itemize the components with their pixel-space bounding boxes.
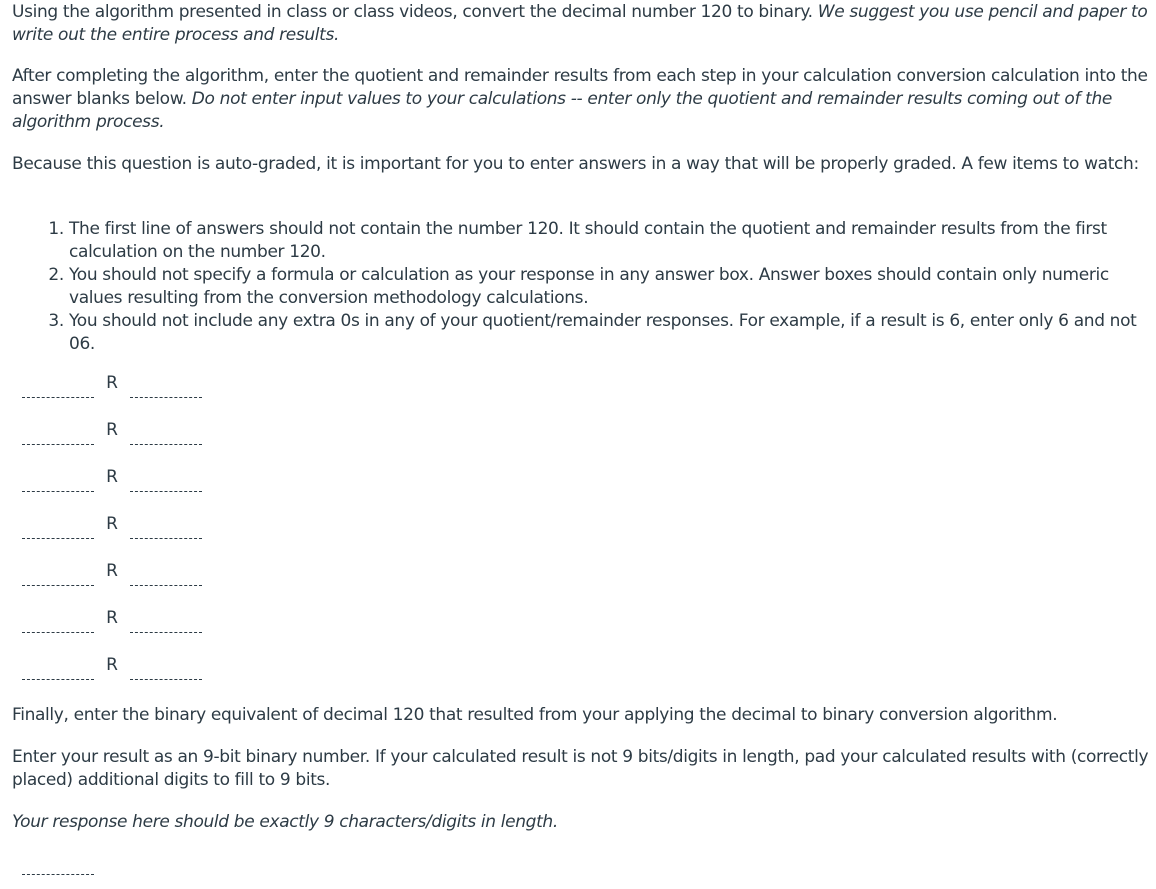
- grading-rules-list: [0, 218, 1149, 356]
- answer-row-2: [22, 420, 202, 448]
- answer-row-4: [22, 514, 202, 542]
- remainder-blank-4[interactable]: [130, 538, 202, 539]
- remainder-label-3: R: [106, 467, 118, 487]
- answer-row-5: [22, 561, 202, 589]
- instruction-emphasis-2: Do not enter input values to your calculations -- enter only the quotient and remainder results coming out of the algorithm process.: [12, 89, 1113, 132]
- final-emphasis: Your response here should be exactly 9 characters/digits in length.: [12, 812, 558, 832]
- answer-row-1: [22, 373, 202, 401]
- instruction-paragraph-3: Because this question is auto-graded, it is important for you to enter answers in a way that will be properly graded. A few items to watch:: [12, 154, 1139, 174]
- remainder-blank-6[interactable]: [130, 632, 202, 633]
- quotient-blank-2[interactable]: [22, 444, 94, 445]
- grading-rule-3: 3. You should not include any extra 0s in any of your quotient/remainder responses. For example, if a result is 6, enter only 6 and not 06.: [69, 310, 1149, 356]
- final-instruction-2: Enter your result as an 9-bit binary number. If your calculated result is not 9 bits/digits in length, pad your calculated results with (correctly placed) additional digits to fill to 9 bits.: [12, 747, 1149, 790]
- remainder-label-1: R: [106, 373, 118, 393]
- instruction-paragraph-2: [0, 65, 1156, 134]
- instruction-text-2: After completing the algorithm, enter the quotient and remainder results from each step in your calculation conversion calculation into the answer blanks below.: [12, 66, 1148, 109]
- remainder-blank-5[interactable]: [130, 585, 202, 586]
- remainder-label-2: R: [106, 420, 118, 440]
- remainder-label-5: R: [106, 561, 118, 581]
- quotient-blank-4[interactable]: [22, 538, 94, 539]
- remainder-blank-1[interactable]: [130, 397, 202, 398]
- remainder-label-6: R: [106, 608, 118, 628]
- grading-rule-1: 1. The first line of answers should not contain the number 120. It should contain the quotient and remainder results from the first calculation on the number 120.: [69, 218, 1149, 264]
- quotient-blank-1[interactable]: [22, 397, 94, 398]
- remainder-label-4: R: [106, 514, 118, 534]
- answer-row-3: [22, 467, 202, 495]
- binary-answer-row: [22, 855, 94, 878]
- answer-row-6: [22, 608, 202, 636]
- quotient-blank-3[interactable]: [22, 491, 94, 492]
- quotient-blank-6[interactable]: [22, 632, 94, 633]
- instruction-paragraph-1: [0, 1, 1156, 47]
- quotient-blank-7[interactable]: [22, 679, 94, 680]
- grading-rule-2: 2. You should not specify a formula or calculation as your response in any answer box. Answer boxes should contain only numeric values resulting from the conversion methodology calculations.: [69, 264, 1149, 310]
- final-instruction-3: [0, 811, 1156, 834]
- remainder-blank-3[interactable]: [130, 491, 202, 492]
- binary-answer-blank[interactable]: [22, 874, 94, 875]
- answer-row-7: [22, 655, 202, 683]
- final-instruction-1: Finally, enter the binary equivalent of decimal 120 that resulted from your applying the decimal to binary conversion algorithm.: [12, 705, 1058, 725]
- remainder-blank-7[interactable]: [130, 679, 202, 680]
- instruction-emphasis-1: We suggest you use pencil and paper to write out the entire process and results.: [12, 2, 1148, 45]
- instruction-text-1: Using the algorithm presented in class or class videos, convert the decimal number 120 to binary.: [12, 2, 818, 22]
- remainder-blank-2[interactable]: [130, 444, 202, 445]
- quotient-blank-5[interactable]: [22, 585, 94, 586]
- remainder-label-7: R: [106, 655, 118, 675]
